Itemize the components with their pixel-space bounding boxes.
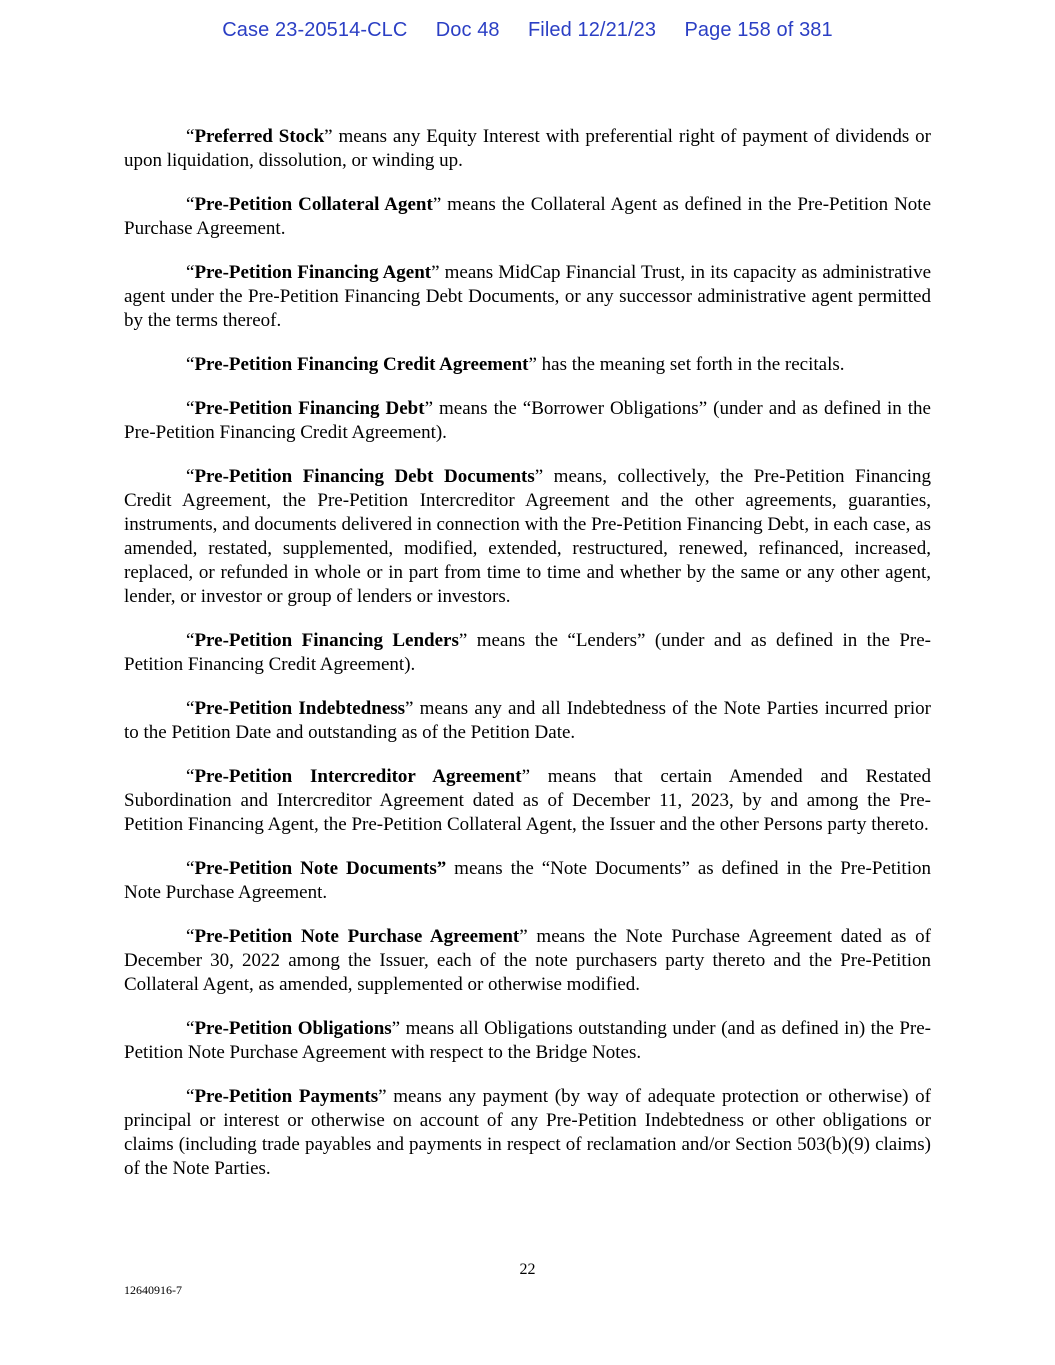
definition-open-quote: “ bbox=[186, 1086, 195, 1107]
definition-close-quote: ” bbox=[431, 262, 440, 283]
case-filing-header bbox=[0, 19, 1055, 42]
definition-open-quote: “ bbox=[186, 630, 195, 651]
definition-text: means the “Lenders” (under and as defined in the Pre-Petition Financing Credit Agreement). bbox=[124, 630, 931, 675]
definition-close-quote: ” bbox=[528, 354, 537, 375]
definition-text: means the Collateral Agent as defined in the Pre-Petition Note Purchase Agreement. bbox=[124, 194, 931, 239]
definition-text: means that certain Amended and Restated Subordination and Intercreditor Agreement dated as of December 11, 2023, by and among the Pre-Petition Financing Agent, the Pre-Petition Collateral Agent, the Issuer and the other Persons party thereto. bbox=[124, 766, 931, 835]
definition-text: means, collectively, the Pre-Petition Financing Credit Agreement, the Pre-Petition Intercreditor Agreement and the other agreements, guaranties, instruments, and documents delivered in connection with the Pre-Petition Financing Debt, in each case, as amended, restated, supplemented, modified, extended, restructured, renewed, refinanced, increased, replaced, or refunded in whole or in part from time to time and whether by the same or any other agent, lender, or investor or group of lenders or investors. bbox=[124, 466, 931, 607]
definition-paragraph bbox=[124, 697, 931, 745]
defined-term: Pre-Petition Financing Lenders bbox=[194, 630, 459, 651]
case-number: Case 23-20514-CLC bbox=[222, 19, 408, 41]
defined-term: Pre-Petition Note Documents” bbox=[194, 858, 447, 879]
definition-paragraph bbox=[124, 465, 931, 609]
definition-open-quote: “ bbox=[186, 766, 195, 787]
definition-paragraph bbox=[124, 353, 931, 377]
definition-close-quote: ” bbox=[378, 1086, 387, 1107]
definition-text: means the Note Purchase Agreement dated as of December 30, 2022 among the Issuer, each of the note purchasers party thereto and the Pre-Petition Collateral Agent, as amended, supplemented or otherwise modified. bbox=[124, 926, 931, 995]
definition-text: means the “Note Documents” as defined in the Pre-Petition Note Purchase Agreement. bbox=[124, 858, 931, 903]
definition-text: means MidCap Financial Trust, in its capacity as administrative agent under the Pre-Petition Financing Debt Documents, or any successor administrative agent permitted by the terms thereof. bbox=[124, 262, 932, 331]
defined-term: Pre-Petition Financing Agent bbox=[194, 262, 432, 283]
definition-paragraph bbox=[124, 397, 931, 445]
definition-open-quote: “ bbox=[186, 398, 195, 419]
definition-paragraph bbox=[124, 125, 931, 173]
definition-text: means any and all Indebtedness of the Note Parties incurred prior to the Petition Date and outstanding as of the Petition Date. bbox=[124, 698, 931, 743]
defined-term: Pre-Petition Payments bbox=[194, 1086, 379, 1107]
definition-text: has the meaning set forth in the recitals. bbox=[536, 354, 845, 375]
definition-close-quote: ” bbox=[534, 466, 544, 487]
definition-paragraph bbox=[124, 857, 931, 905]
defined-term: Pre-Petition Indebtedness bbox=[194, 698, 406, 719]
definition-paragraph bbox=[124, 765, 931, 837]
definitions-section bbox=[124, 125, 931, 1201]
definition-close-quote: ” bbox=[432, 194, 442, 215]
definition-close-quote: ” bbox=[424, 398, 434, 419]
definition-close-quote: ” bbox=[458, 630, 468, 651]
definition-open-quote: “ bbox=[186, 698, 195, 719]
defined-term: Pre-Petition Obligations bbox=[194, 1018, 392, 1039]
definition-close-quote: ” bbox=[519, 926, 528, 947]
definition-open-quote: “ bbox=[186, 466, 195, 487]
page-number: 22 bbox=[519, 1261, 536, 1278]
definition-close-quote: ” bbox=[324, 126, 333, 147]
defined-term: Preferred Stock bbox=[194, 126, 325, 147]
definition-open-quote: “ bbox=[186, 858, 195, 879]
definition-text: means any Equity Interest with preferential right of payment of dividends or upon liquidation, dissolution, or winding up. bbox=[124, 126, 931, 171]
definition-paragraph bbox=[124, 193, 931, 241]
definition-text: means any payment (by way of adequate protection or otherwise) of principal or interest or otherwise on account of any Pre-Petition Indebtedness or other obligations or claims (including trade payables and payments in respect of reclamation and/or Section 503(b)(9) claims) of the Note Parties. bbox=[124, 1086, 932, 1179]
definition-paragraph bbox=[124, 1085, 931, 1181]
definition-close-quote: ” bbox=[405, 698, 414, 719]
definition-open-quote: “ bbox=[186, 262, 195, 283]
definition-text: means all Obligations outstanding under (and as defined in) the Pre-Petition Note Purchase Agreement with respect to the Bridge Notes. bbox=[124, 1018, 932, 1063]
definition-close-quote: ” bbox=[521, 766, 530, 787]
document-id: 12640916-7 bbox=[124, 1283, 182, 1297]
definition-text: means the “Borrower Obligations” (under and as defined in the Pre-Petition Financing Credit Agreement). bbox=[124, 398, 931, 443]
definition-paragraph bbox=[124, 629, 931, 677]
definition-open-quote: “ bbox=[186, 1018, 195, 1039]
definition-close-quote: ” bbox=[391, 1018, 401, 1039]
definition-open-quote: “ bbox=[186, 126, 195, 147]
page-count: Page 158 of 381 bbox=[684, 19, 833, 41]
definition-paragraph bbox=[124, 925, 931, 997]
defined-term: Pre-Petition Financing Debt Documents bbox=[194, 466, 535, 487]
defined-term: Pre-Petition Intercreditor Agreement bbox=[194, 766, 522, 787]
defined-term: Pre-Petition Collateral Agent bbox=[194, 194, 433, 215]
definition-open-quote: “ bbox=[186, 926, 195, 947]
defined-term: Pre-Petition Financing Credit Agreement bbox=[194, 354, 529, 375]
filed-date: Filed 12/21/23 bbox=[527, 19, 657, 41]
definition-paragraph bbox=[124, 1017, 931, 1065]
defined-term: Pre-Petition Financing Debt bbox=[194, 398, 425, 419]
doc-number: Doc 48 bbox=[435, 19, 500, 41]
definition-open-quote: “ bbox=[186, 354, 195, 375]
definition-open-quote: “ bbox=[186, 194, 195, 215]
defined-term: Pre-Petition Note Purchase Agreement bbox=[194, 926, 520, 947]
definition-paragraph bbox=[124, 261, 931, 333]
